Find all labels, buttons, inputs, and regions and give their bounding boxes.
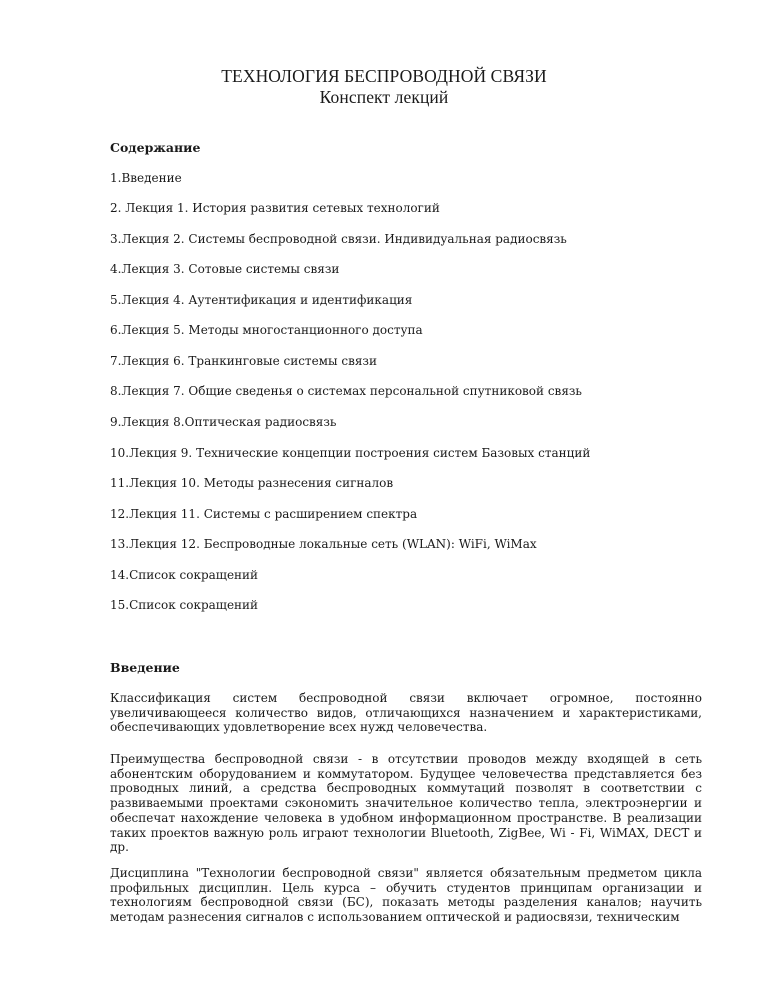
intro-heading: Введение [110, 660, 180, 675]
toc-item[interactable]: 4.Лекция 3. Сотовые системы связи [110, 262, 340, 276]
toc-item[interactable]: 15.Список сокращений [110, 598, 259, 612]
toc-item[interactable]: 2. Лекция 1. История развития сетевых технологий [110, 201, 440, 215]
toc-item[interactable]: 3.Лекция 2. Системы беспроводной связи. Индивидуальная радиосвязь [110, 232, 567, 246]
intro-paragraph: Преимущества беспроводной связи - в отсутствии проводов между входящей в сеть абонентским оборудованием и коммутатором. Будущее человечества представляется без проводных линий, а средства беспроводных коммутаций позволят в соответствии с развиваемыми проектами сэкономить значительное количество тепла, электроэнергии и обеспечат нахождение человека в удобном информационном пространстве. В реализации таких проектов важную роль играют технологии Bluetooth, ZigBee, Wi - Fi, WiMAX, DECT и др. [110, 752, 702, 855]
toc-item[interactable]: 10.Лекция 9. Технические концепции построения систем Базовых станций [110, 446, 591, 460]
toc-item[interactable]: 14.Список сокращений [110, 568, 259, 582]
toc-heading: Содержание [110, 140, 201, 155]
toc-item[interactable]: 12.Лекция 11. Системы с расширением спектра [110, 507, 418, 521]
toc-item[interactable]: 6.Лекция 5. Методы многостанционного доступа [110, 323, 423, 337]
toc-item[interactable]: 13.Лекция 12. Беспроводные локальные сеть (WLAN): WiFi, WiMax [110, 537, 537, 551]
toc-item[interactable]: 8.Лекция 7. Общие сведенья о системах персональной спутниковой связь [110, 384, 582, 398]
toc-item[interactable]: 1.Введение [110, 171, 182, 185]
intro-paragraph: Классификация систем беспроводной связи включает огромное, постоянно увеличивающееся количество видов, отличающихся назначением и характеристиками, обеспечивающих удовлетворение всех нужд человечества. [110, 691, 702, 735]
toc-item[interactable]: 7.Лекция 6. Транкинговые системы связи [110, 354, 377, 368]
document-subtitle: Конспект лекций [319, 87, 449, 107]
toc-item[interactable]: 9.Лекция 8.Оптическая радиосвязь [110, 415, 337, 429]
intro-paragraph: Дисциплина "Технологии беспроводной связи" является обязательным предметом цикла профильных дисциплин. Цель курса – обучить студентов принципам организации и технологиям беспроводной связи (БС), показать методы разделения каналов; научить методам разнесения сигналов с использованием оптической и радиосвязи, техническим [110, 866, 702, 925]
toc-item[interactable]: 11.Лекция 10. Методы разнесения сигналов [110, 476, 394, 490]
toc-item[interactable]: 5.Лекция 4. Аутентификация и идентификация [110, 293, 413, 307]
document-title: ТЕХНОЛОГИЯ БЕСПРОВОДНОЙ СВЯЗИ [221, 66, 547, 86]
